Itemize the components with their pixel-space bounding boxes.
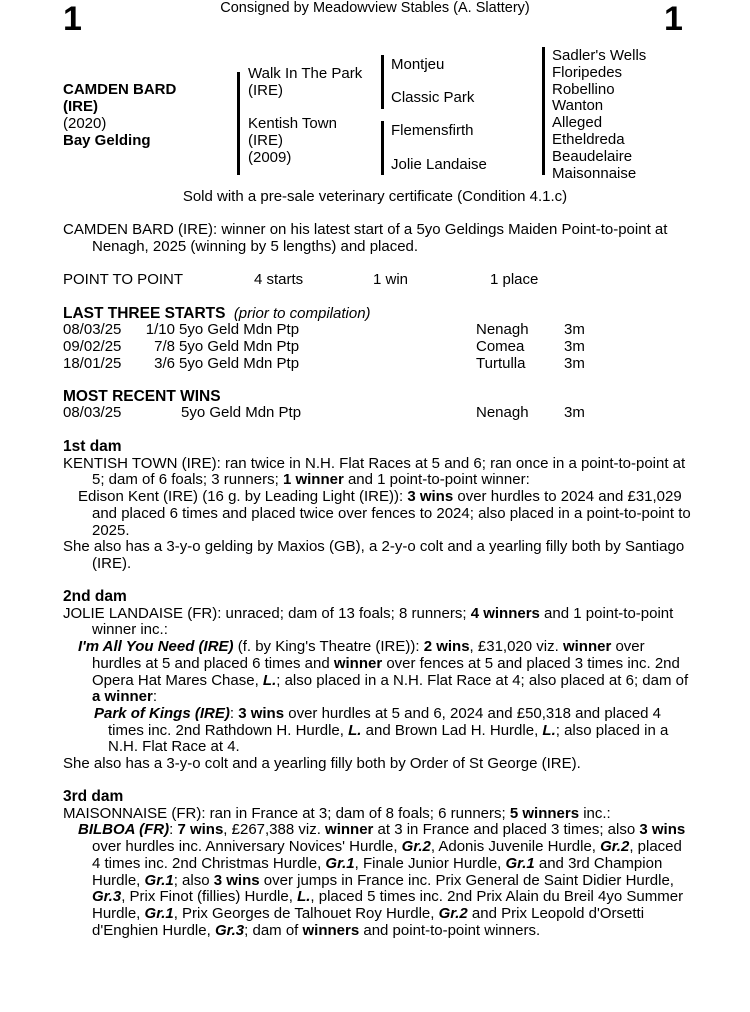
progeny-text-segment: , Prix Georges de Talhouet Roy Hurdle,: [173, 904, 439, 922]
progeny-text-segment: , placed 5 times inc. 2nd Prix Alain du Breil 4yo Summer Hurdle,: [92, 888, 684, 922]
progeny-text-segment: at 3 in France and placed 3 times; also: [373, 821, 640, 839]
progeny-text-segment: over hurdles inc. Anniversary Novices' Hurdle,: [92, 838, 402, 856]
progeny-text-segment: 7 wins: [177, 821, 224, 839]
progeny-text-segment: , £267,388 viz.: [223, 821, 326, 839]
table-row: 18/01/25 3/6 5yo Geld Mdn Ptp Turtulla 3m: [63, 355, 585, 373]
progeny-text-segment: 3 wins: [213, 871, 260, 889]
progeny-text-segment: L.: [297, 888, 311, 906]
progeny-text-segment: , Finale Junior Hurdle,: [354, 854, 506, 872]
horse-origin: (IRE): [63, 98, 98, 115]
table-row: 08/03/25 5yo Geld Mdn Ptp Nenagh 3m: [63, 404, 585, 422]
last-three-table: [63, 322, 585, 373]
pedigree-great-grandparents: Sadler's Wells Floripedes Robellino Wanton Alleged Etheldreda Beaudelaire Maisonnaise: [552, 47, 647, 182]
table-row: 08/03/25 1/10 5yo Geld Mdn Ptp Nenagh 3m: [63, 321, 585, 339]
third-dam-section: [63, 789, 693, 939]
record-label: POINT TO POINT: [63, 271, 184, 288]
summary: CAMDEN BARD (IRE): winner on his latest start of a 5yo Geldings Maiden Point-to-point at Nenagh, 2025 (winning by 5 lengths) and placed.: [63, 221, 668, 255]
horse-year: (2020): [63, 115, 107, 132]
horse-identity: [63, 81, 176, 149]
record-starts: 4 starts: [254, 271, 304, 288]
progeny-text-segment: , placed 4 times inc. 2nd Christmas Hurdle,: [92, 838, 682, 872]
progeny-text-segment: :: [169, 821, 178, 839]
progeny-text-segment: and Prix Leopold d'Orsetti d'Enghien Hurdle,: [92, 904, 645, 939]
pedigree-sire: Walk In The Park (IRE): [248, 65, 363, 99]
horse-name: CAMDEN BARD: [63, 81, 177, 98]
progeny-text-segment: and 3rd Champion Hurdle,: [92, 854, 663, 889]
progeny-text-segment: over jumps in France inc. Prix General de Saint Didier Hurdle,: [259, 871, 674, 889]
pedigree-divider-3: [542, 47, 545, 175]
first-dam-other: She also has a 3-y-o gelding by Maxios (GB), a 2-y-o colt and a yearling filly both by Santiago (IRE).: [63, 538, 685, 572]
first-dam-progeny: Edison Kent (IRE) (16 g. by Leading Light (IRE)): 3 wins over hurdles to 2024 and £31,029 and placed 6 times and placed twice over fences to 2024; also placed in a point-to-point to 2025.: [78, 488, 691, 539]
record-wins: 1 win: [373, 271, 409, 288]
last-three-header: LAST THREE STARTS (prior to compilation): [63, 305, 371, 322]
third-dam-summary: MAISONNAISE (FR): ran in France at 3; dam of 8 foals; 6 runners; 5 winners inc.:: [63, 804, 611, 822]
record-places: 1 place: [490, 271, 539, 288]
progeny-text-segment: Gr.2: [401, 838, 431, 856]
progeny-text-segment: ; dam of: [244, 921, 303, 939]
progeny-text-segment: 3 wins: [639, 821, 686, 839]
pedigree-granddam-1: Classic Park: [391, 89, 475, 106]
progeny-text-segment: Gr.1: [144, 871, 174, 889]
consignor-line: Consigned by Meadowview Stables (A. Slattery): [220, 0, 530, 16]
vet-note: Sold with a pre-sale veterinary certificate (Condition 4.1.c): [182, 188, 568, 205]
pedigree-grandsire-1: Montjeu: [391, 56, 445, 73]
second-dam-progeny-2: Park of Kings (IRE): 3 wins over hurdles at 5 and 6, 2024 and £50,318 and placed 4 times inc. 2nd Rathdown H. Hurdle, L. and Brown Lad H. Hurdle, L.; also placed in a N.H. Flat Race at 4.: [94, 704, 669, 756]
second-dam-progeny-1: I'm All You Need (IRE) (f. by King's Theatre (IRE)): 2 wins, £31,020 viz. winner over hurdles at 5 and placed 6 times and winner over fences at 5 and placed 3 times inc. 2nd Opera Hat Mares Chase, L.; also placed in a N.H. Flat Race at 4; also placed at 6; dam of a winner:: [78, 638, 689, 706]
recent-wins-header: MOST RECENT WINS: [63, 388, 221, 405]
progeny-text-segment: , Prix Finot (fillies) Hurdle,: [121, 888, 298, 906]
progeny-text-segment: Gr.1: [325, 854, 355, 872]
progeny-text-segment: , Adonis Juvenile Hurdle,: [430, 838, 601, 856]
second-dam-title: 2nd dam: [63, 588, 127, 605]
first-dam-section: [63, 439, 693, 573]
progeny-text-segment: Gr.1: [505, 854, 535, 872]
progeny-text-segment: winners: [302, 921, 360, 939]
first-dam-summary: KENTISH TOWN (IRE): ran twice in N.H. Flat Races at 5 and 6; ran once in a point-to-point at 5; dam of 6 foals; 3 runners; 1 winner and 1 point-to-point winner:: [63, 454, 686, 489]
third-dam-title: 3rd dam: [63, 788, 124, 805]
pedigree-grandsire-2: Flemensfirth: [391, 122, 474, 139]
progeny-text-segment: Gr.1: [144, 904, 174, 922]
pedigree-dam: Kentish Town (IRE) (2009): [248, 115, 337, 166]
second-dam-section: [63, 589, 693, 773]
pedigree-divider-2a: [381, 55, 384, 109]
horse-sex: Bay Gelding: [63, 132, 151, 149]
pedigree-divider-2b: [381, 121, 384, 175]
progeny-text-segment: Gr.2: [600, 838, 630, 856]
second-dam-summary: JOLIE LANDAISE (FR): unraced; dam of 13 foals; 8 runners; 4 winners and 1 point-to-point winner inc.:: [63, 604, 674, 639]
progeny-text-segment: Gr.3: [214, 921, 245, 939]
second-dam-other: She also has a 3-y-o colt and a yearling filly both by Order of St George (IRE).: [63, 755, 581, 773]
pedigree-granddam-2: Jolie Landaise: [391, 156, 487, 173]
recent-wins-table: [63, 405, 585, 422]
table-row: 09/02/25 7/8 5yo Geld Mdn Ptp Comea 3m: [63, 338, 585, 356]
progeny-text-segment: ; also: [173, 871, 214, 889]
progeny-text-segment: Gr.2: [438, 904, 468, 922]
progeny-text-segment: and point-to-point winners.: [359, 921, 541, 939]
progeny-text-segment: BILBOA (FR): [78, 821, 170, 839]
first-dam-title: 1st dam: [63, 438, 122, 455]
lot-number-right: 1: [664, 0, 683, 38]
lot-number-left: 1: [63, 0, 82, 38]
third-dam-progeny: [63, 822, 693, 939]
progeny-text-segment: Gr.3: [92, 888, 122, 906]
pedigree-divider-1: [237, 72, 240, 175]
progeny-text-segment: winner: [325, 821, 374, 839]
